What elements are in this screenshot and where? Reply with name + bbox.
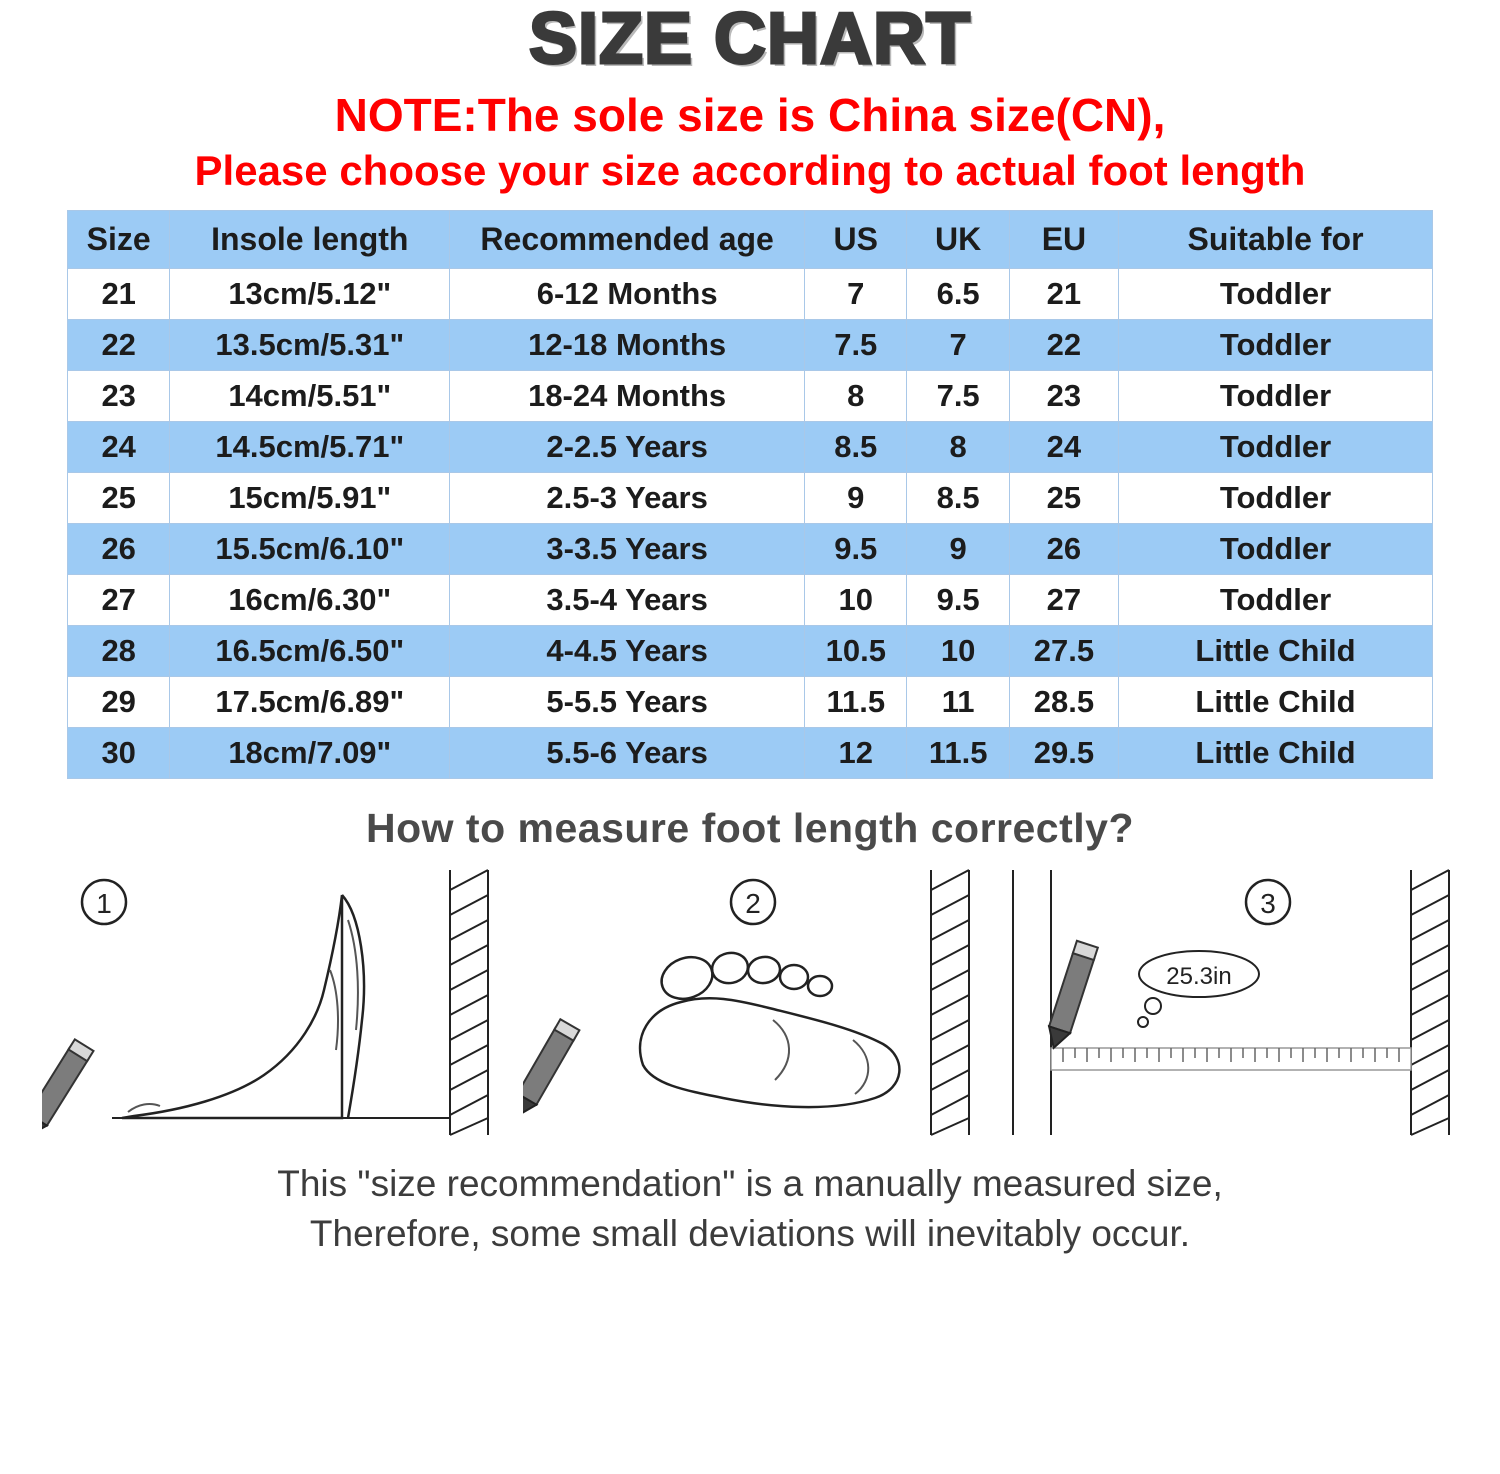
cell-insole: 15cm/5.91" [170, 473, 450, 524]
cell-insole: 14.5cm/5.71" [170, 422, 450, 473]
step-number-2: 2 [744, 888, 761, 920]
cell-age: 4-4.5 Years [450, 626, 805, 677]
column-header-uk: UK [907, 211, 1009, 269]
column-header-recommended-age: Recommended age [450, 211, 805, 269]
column-header-suitable-for: Suitable for [1119, 211, 1433, 269]
cell-size: 21 [68, 269, 170, 320]
cell-age: 3-3.5 Years [450, 524, 805, 575]
cell-age: 2.5-3 Years [450, 473, 805, 524]
cell-insole: 16.5cm/6.50" [170, 626, 450, 677]
cell-size: 30 [68, 728, 170, 779]
cell-us: 8.5 [805, 422, 907, 473]
cell-us: 10.5 [805, 626, 907, 677]
cell-suitable: Toddler [1119, 524, 1433, 575]
table-row [68, 320, 1433, 371]
table-row [68, 728, 1433, 779]
cell-size: 22 [68, 320, 170, 371]
foot-sole-with-pencil-icon [523, 860, 978, 1145]
cell-suitable: Toddler [1119, 320, 1433, 371]
foot-side-with-pencil-icon [42, 860, 497, 1145]
cell-age: 12-18 Months [450, 320, 805, 371]
cell-suitable: Toddler [1119, 575, 1433, 626]
cell-uk: 11.5 [907, 728, 1009, 779]
step-number-3: 3 [1260, 888, 1276, 920]
cell-suitable: Little Child [1119, 677, 1433, 728]
cell-eu: 22 [1009, 320, 1118, 371]
page-title: SIZE CHART [529, 0, 971, 79]
cell-suitable: Little Child [1119, 626, 1433, 677]
cell-us: 8 [805, 371, 907, 422]
cell-age: 2-2.5 Years [450, 422, 805, 473]
cell-age: 5.5-6 Years [450, 728, 805, 779]
cell-eu: 26 [1009, 524, 1118, 575]
cell-eu: 27 [1009, 575, 1118, 626]
cell-suitable: Toddler [1119, 473, 1433, 524]
cell-eu: 28.5 [1009, 677, 1118, 728]
table-row [68, 422, 1433, 473]
cell-us: 7.5 [805, 320, 907, 371]
cell-us: 9.5 [805, 524, 907, 575]
measure-heading: How to measure foot length correctly? [366, 805, 1134, 852]
cell-suitable: Toddler [1119, 371, 1433, 422]
cell-insole: 13cm/5.12" [170, 269, 450, 320]
cell-eu: 29.5 [1009, 728, 1118, 779]
cell-eu: 21 [1009, 269, 1118, 320]
table-body [68, 269, 1433, 779]
cell-size: 25 [68, 473, 170, 524]
size-table-wrapper [67, 210, 1433, 779]
cell-size: 24 [68, 422, 170, 473]
measure-step-2 [523, 860, 978, 1145]
cell-insole: 13.5cm/5.31" [170, 320, 450, 371]
cell-us: 9 [805, 473, 907, 524]
column-header-size: Size [68, 211, 170, 269]
note-line-2: Please choose your size according to actual foot length [194, 147, 1306, 195]
cell-uk: 7 [907, 320, 1009, 371]
table-row [68, 677, 1433, 728]
cell-size: 29 [68, 677, 170, 728]
size-chart-table [67, 210, 1433, 779]
size-chart-page [0, 2, 1500, 1474]
cell-uk: 7.5 [907, 371, 1009, 422]
column-header-us: US [805, 211, 907, 269]
cell-eu: 23 [1009, 371, 1118, 422]
cell-uk: 8 [907, 422, 1009, 473]
cell-size: 27 [68, 575, 170, 626]
cell-uk: 10 [907, 626, 1009, 677]
footer-line-2: Therefore, some small deviations will inevitably occur. [309, 1213, 1191, 1255]
cell-insole: 16cm/6.30" [170, 575, 450, 626]
table-header [68, 211, 1433, 269]
table-row [68, 524, 1433, 575]
measurement-bubble-text: 25.3in [1166, 963, 1232, 991]
table-row [68, 269, 1433, 320]
measure-step-1 [42, 860, 497, 1145]
cell-age: 18-24 Months [450, 371, 805, 422]
column-header-insole-length: Insole length [170, 211, 450, 269]
footer-disclaimer [28, 1159, 1472, 1259]
cell-suitable: Toddler [1119, 269, 1433, 320]
note-line-1: NOTE:The sole size is China size(CN), [334, 88, 1166, 141]
cell-us: 11.5 [805, 677, 907, 728]
cell-uk: 9.5 [907, 575, 1009, 626]
size-note [28, 90, 1472, 195]
cell-us: 7 [805, 269, 907, 320]
cell-age: 5-5.5 Years [450, 677, 805, 728]
cell-size: 26 [68, 524, 170, 575]
table-row [68, 371, 1433, 422]
cell-eu: 27.5 [1009, 626, 1118, 677]
cell-size: 28 [68, 626, 170, 677]
table-header-row [68, 211, 1433, 269]
step-number-1: 1 [96, 888, 112, 920]
ruler-measure-icon [1003, 860, 1458, 1145]
table-row [68, 473, 1433, 524]
table-row [68, 626, 1433, 677]
footer-line-1: This "size recommendation" is a manually measured size, [277, 1163, 1223, 1205]
cell-age: 6-12 Months [450, 269, 805, 320]
cell-eu: 24 [1009, 422, 1118, 473]
cell-uk: 11 [907, 677, 1009, 728]
cell-size: 23 [68, 371, 170, 422]
cell-insole: 15.5cm/6.10" [170, 524, 450, 575]
table-row [68, 575, 1433, 626]
cell-insole: 18cm/7.09" [170, 728, 450, 779]
cell-suitable: Little Child [1119, 728, 1433, 779]
cell-us: 10 [805, 575, 907, 626]
cell-us: 12 [805, 728, 907, 779]
cell-eu: 25 [1009, 473, 1118, 524]
measure-step-3 [1003, 860, 1458, 1145]
cell-uk: 9 [907, 524, 1009, 575]
cell-insole: 14cm/5.51" [170, 371, 450, 422]
cell-insole: 17.5cm/6.89" [170, 677, 450, 728]
cell-suitable: Toddler [1119, 422, 1433, 473]
cell-age: 3.5-4 Years [450, 575, 805, 626]
column-header-eu: EU [1009, 211, 1118, 269]
cell-uk: 6.5 [907, 269, 1009, 320]
cell-uk: 8.5 [907, 473, 1009, 524]
measure-illustrations [42, 860, 1458, 1145]
